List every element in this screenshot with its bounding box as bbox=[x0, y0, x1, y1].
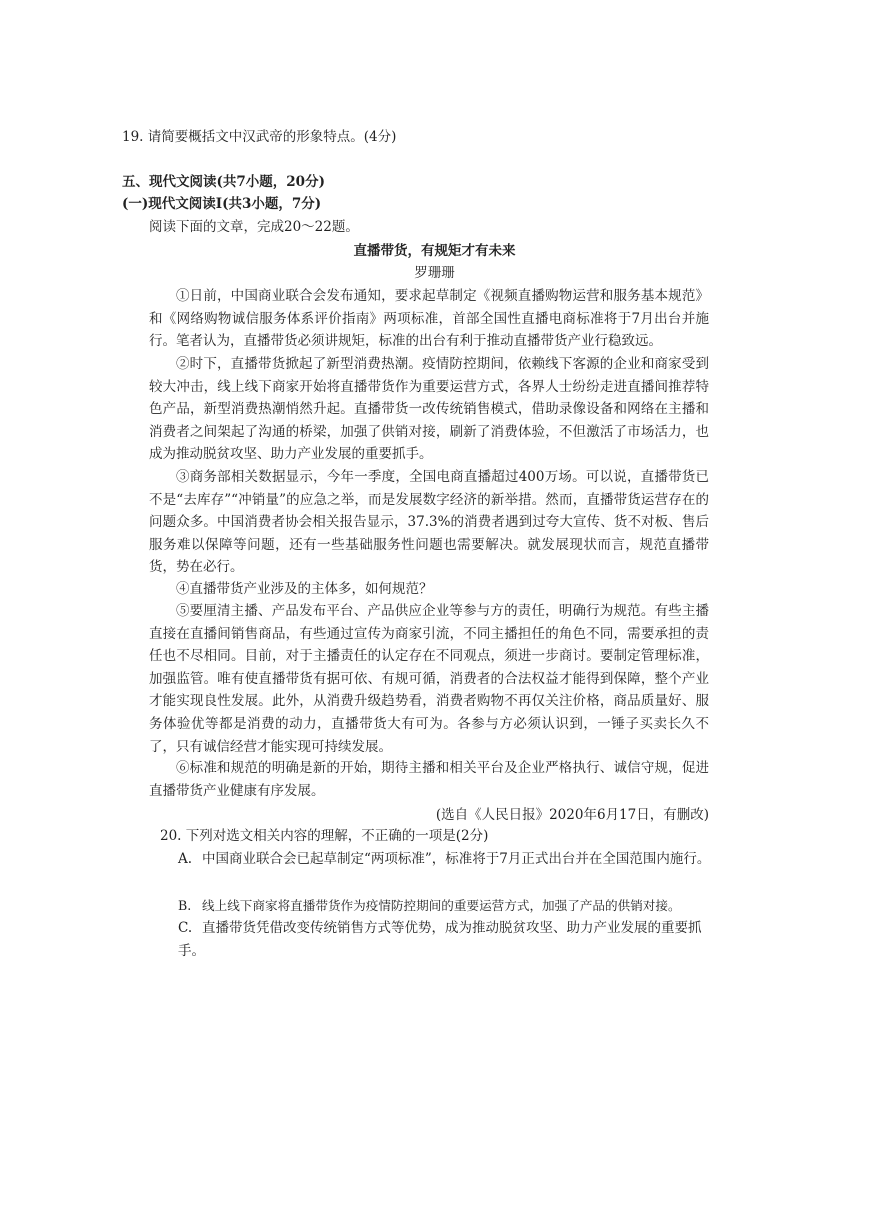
option-c-label: C. bbox=[178, 920, 193, 936]
option-b-text: 线上线下商家将直播带货作为疫情防控期间的重要运营方式，加强了产品的供销对接。 bbox=[202, 898, 681, 913]
article-author: 罗珊珊 bbox=[414, 265, 455, 281]
article-paragraph-1: ①日前，中国商业联合会发布通知，要求起草制定《视频直播购物运营和服务基本规范》和《网络购物诚信服务体系评价指南》两项标准，首部全国性直播电商标准将于7月出台并施行。笔者认为，直播带货必须讲规矩，标准的出台有利于推动直播带货产业行稳致远。 bbox=[149, 288, 709, 350]
option-c-text: 直播带货凭借改变传统销售方式等优势，成为推动脱贫攻坚、助力产业发展的重要抓手。 bbox=[178, 920, 702, 959]
article-paragraph-2: ②时下，直播带货掀起了新型消费热潮。疫情防控期间，依赖线下客源的企业和商家受到较大冲击，线上线下商家开始将直播带货作为重要运营方式，各界人士纷纷走进直播间推荐特色产品，新型消费热潮悄然升起。直播带货一改传统销售模式，借助录像设备和网络在主播和消费者之间架起了沟通的桥梁，加强了供销对接，刷新了消费体验，不但激活了市场活力，也成为推动脱贫攻坚、助力产业发展的重要抓手。 bbox=[149, 356, 709, 463]
article-paragraph-3: ③商务部相关数据显示，今年一季度，全国电商直播超过400万场。可以说，直播带货已不是“去库存”“冲销量”的应急之举，而是发展数字经济的新举措。然而，直播带货运营存在的问题众多。中国消费者协会相关报告显示，37.3%的消费者遇到过夸大宣传、货不对板、售后服务难以保障等问题，还有一些基础服务性问题也需要解决。就发展现状而言，规范直播带货，势在必行。 bbox=[149, 469, 709, 576]
article-paragraph-5: ⑤要厘清主播、产品发布平台、产品供应企业等参与方的责任，明确行为规范。有些主播直接在直播间销售商品，有些通过宣传为商家引流，不同主播担任的角色不同，需要承担的责任也不尽相同。目前，对于主播责任的认定存在不同观点，须进一步商讨。要制定管理标准，加强监管。唯有使直播带货有据可依、有规可循，消费者的合法权益才能得到保障，整个产业才能实现良性发展。此外，从消费升级趋势看，消费者购物不再仅关注价格，商品质量好、服务体验优等都是消费的动力，直播带货大有可为。各参与方必须认识到，一锤子买卖长久不了，只有诚信经营才能实现可持续发展。 bbox=[149, 603, 709, 755]
article-title: 直播带货，有规矩才有未来 bbox=[353, 243, 516, 259]
option-b-label: B. bbox=[178, 898, 192, 913]
option-a-text: 中国商业联合会已起草制定“两项标准”，标准将于7月正式出台并在全国范围内施行。 bbox=[202, 851, 711, 867]
question-19: 19. 请简要概括文中汉武帝的形象特点。(4分) bbox=[122, 129, 397, 145]
question-20-stem: 20. 下列对选文相关内容的理解，不正确的一项是(2分) bbox=[160, 828, 489, 844]
section-instruction: 阅读下面的文章，完成20～22题。 bbox=[149, 219, 359, 235]
section-subtitle: (一)现代文阅读Ⅰ(共3小题，7分) bbox=[122, 196, 322, 212]
option-a-label: A. bbox=[178, 851, 193, 867]
section-title: 五、现代文阅读(共7小题，20分) bbox=[122, 174, 325, 190]
article-paragraph-4: ④直播带货产业涉及的主体多，如何规范？ bbox=[176, 581, 433, 597]
option-a[interactable] bbox=[178, 848, 723, 871]
option-b[interactable] bbox=[178, 894, 723, 917]
article-paragraph-6: ⑥标准和规范的明确是新的开始，期待主播和相关平台及企业严格执行、诚信守规，促进直播带货产业健康有序发展。 bbox=[149, 760, 709, 799]
article-source: (选自《人民日报》2020年6月17日，有删改) bbox=[435, 807, 709, 823]
option-c[interactable] bbox=[178, 917, 723, 963]
